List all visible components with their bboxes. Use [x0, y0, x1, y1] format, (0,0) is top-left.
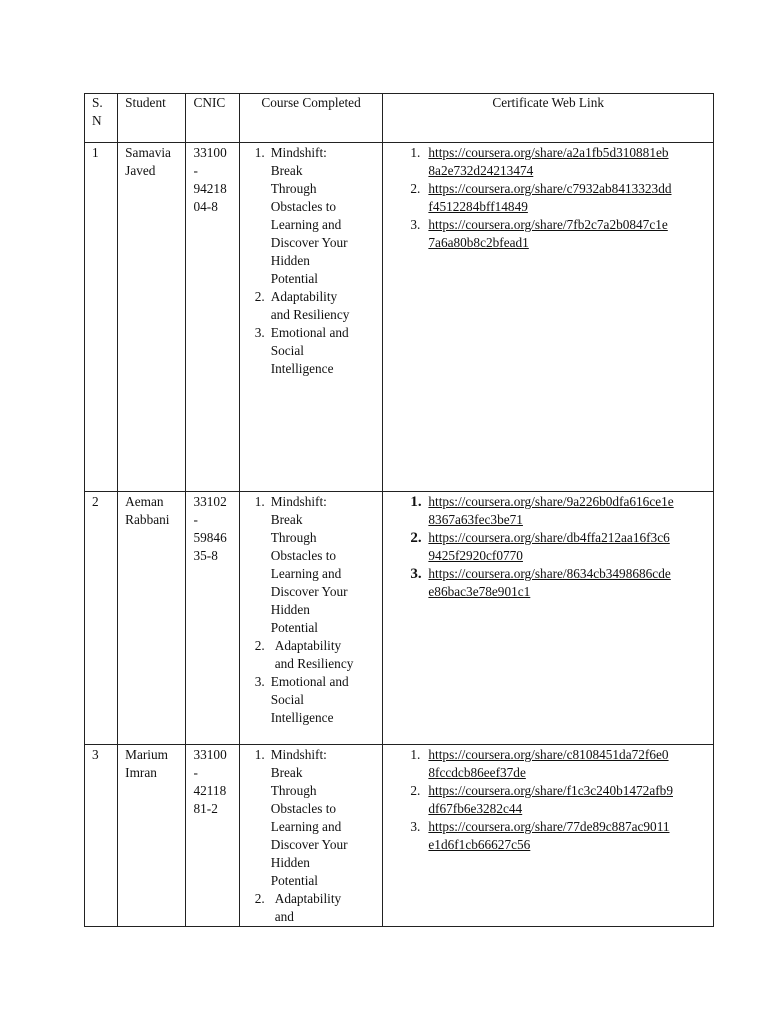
list-item: 3. https://coursera.org/share/8634cb3498686cdee86bac3e78e901c1 [412, 565, 713, 601]
student-cell: Samavia Javed [118, 143, 186, 492]
course-cell [239, 492, 383, 745]
list-item: 2. Adaptability and [254, 891, 342, 924]
certificate-link[interactable]: https://coursera.org/share/a2a1fb5d310881eb8a2e732d24213474 [428, 145, 669, 178]
list-item: 1. https://coursera.org/share/c8108451da72f6e08fccdcb86eef37de [412, 746, 713, 782]
list-item: 2. Adaptability and Resiliency [254, 638, 354, 671]
certificate-link[interactable]: https://coursera.org/share/f1c3c240b1472afb9df67fb6e3282c44 [428, 783, 673, 816]
list-item: 1. Mindshift: Break Through Obstacles to Learning and Discover Your Hidden Potential [254, 494, 348, 635]
list-item: 1. Mindshift: Break Through Obstacles to Learning and Discover Your Hidden Potential [254, 747, 348, 888]
cnic-cell: 33100 - 42118 81-2 [186, 745, 239, 927]
sn-cell: 3 [85, 745, 118, 927]
course-cell [239, 143, 383, 492]
cnic-cell: 33102 - 59846 35-8 [186, 492, 239, 745]
certificate-link[interactable]: https://coursera.org/share/9a226b0dfa616ce1e8367a63fec3be71 [428, 494, 674, 527]
student-cell: Aeman Rabbani [118, 492, 186, 745]
header-course: Course Completed [239, 94, 383, 143]
table-row [85, 745, 714, 927]
certificate-link[interactable]: https://coursera.org/share/c7932ab8413323ddf4512284bff14849 [428, 181, 672, 214]
certificate-link[interactable]: https://coursera.org/share/db4ffa212aa16f3c69425f2920cf0770 [428, 530, 670, 563]
table-row [85, 143, 714, 492]
cnic-cell: 33100 - 94218 04-8 [186, 143, 239, 492]
link-cell [383, 143, 714, 492]
course-cell [239, 745, 383, 927]
header-sn: S. N [85, 94, 118, 143]
students-table [84, 93, 714, 927]
list-item: 1. https://coursera.org/share/9a226b0dfa616ce1e8367a63fec3be71 [410, 494, 674, 527]
header-student: Student [118, 94, 186, 143]
list-item: 3. https://coursera.org/share/77de89c887ac9011e1d6f1cb66627c56 [412, 818, 713, 854]
list-item: 2. https://coursera.org/share/c7932ab8413323ddf4512284bff14849 [412, 180, 713, 216]
certificate-link[interactable]: https://coursera.org/share/c8108451da72f6e08fccdcb86eef37de [428, 747, 669, 780]
list-item: 3. https://coursera.org/share/7fb2c7a2b0847c1e7a6a80b8c2bfead1 [412, 216, 713, 252]
link-cell [383, 492, 714, 745]
list-item: 1. Mindshift: Break Through Obstacles to Learning and Discover Your Hidden Potential [254, 145, 348, 286]
table-row [85, 492, 714, 745]
list-item: 2. https://coursera.org/share/f1c3c240b1472afb9df67fb6e3282c44 [410, 783, 673, 816]
list-item: 2. Adaptability and Resiliency [254, 289, 350, 322]
certificate-link[interactable]: https://coursera.org/share/7fb2c7a2b0847c1e7a6a80b8c2bfead1 [428, 217, 668, 250]
header-row [85, 94, 714, 143]
list-item: 2. https://coursera.org/share/db4ffa212aa16f3c69425f2920cf0770 [412, 529, 713, 565]
certificate-link[interactable]: https://coursera.org/share/8634cb3498686cdee86bac3e78e901c1 [428, 566, 671, 599]
student-cell: Marium Imran [118, 745, 186, 927]
header-link: Certificate Web Link [383, 94, 714, 143]
list-item: 3. Emotional and Social Intelligence [254, 325, 349, 376]
sn-cell: 2 [85, 492, 118, 745]
sn-cell: 1 [85, 143, 118, 492]
header-cnic: CNIC [186, 94, 239, 143]
list-item: 3. Emotional and Social Intelligence [254, 674, 349, 725]
list-item: 1. https://coursera.org/share/a2a1fb5d310881eb8a2e732d24213474 [412, 144, 713, 180]
certificate-link[interactable]: https://coursera.org/share/77de89c887ac9011e1d6f1cb66627c56 [428, 819, 670, 852]
link-cell [383, 745, 714, 927]
